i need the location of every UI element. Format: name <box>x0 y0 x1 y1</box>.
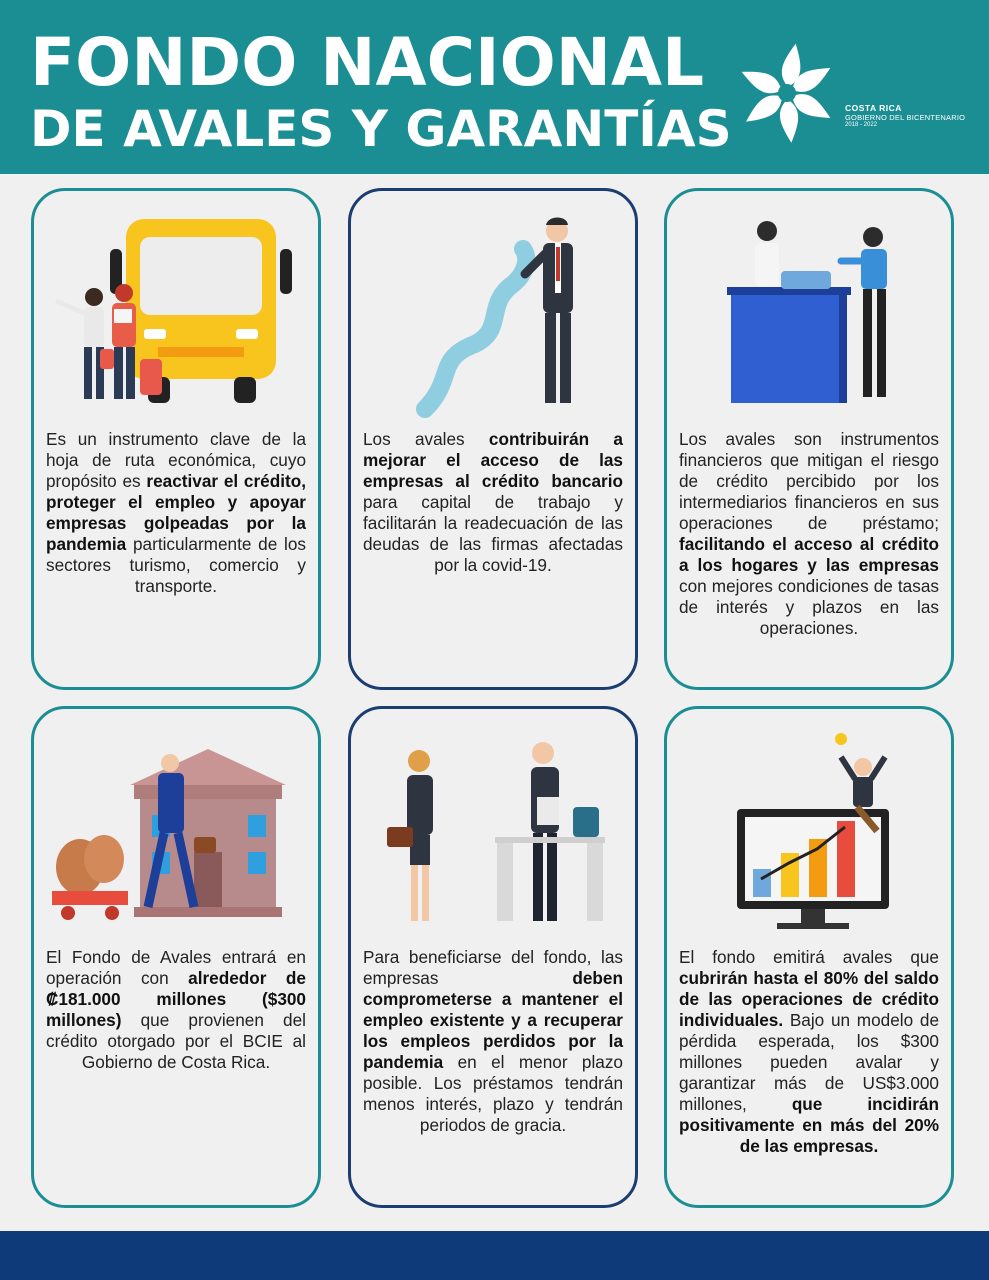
text-segment: Para beneficiarse del fondo, las empresas <box>363 947 623 988</box>
bank-money-bags-illustration <box>48 727 304 942</box>
card-text <box>363 947 623 1136</box>
info-card-4 <box>31 706 321 1208</box>
card-text <box>363 429 623 576</box>
text-segment-bold: que incidirán positivamente en más del 20% de las empresas. <box>679 1094 939 1156</box>
info-card-2 <box>348 188 638 690</box>
bank-counter-illustration <box>681 209 937 424</box>
text-segment: El fondo emitirá avales que <box>679 947 939 967</box>
info-card-1 <box>31 188 321 690</box>
text-segment-bold: facilitando el acceso al crédito a los hogares y las empresas <box>679 534 939 575</box>
text-segment: Bajo un modelo de pérdida esperada, los $300 millones pueden avalar y garantizar más de US$3.000 millones, <box>679 1010 939 1114</box>
text-segment: El Fondo de Avales entrará en operación con <box>46 947 306 988</box>
title-line-2: DE AVALES Y GARANTÍAS <box>30 100 732 158</box>
text-segment-bold: contribuirán a mejorar el acceso de las empresas al crédito bancario <box>363 429 623 491</box>
masked-workers-illustration <box>365 727 621 942</box>
text-segment-bold: alrededor de ₡181.000 millones ($300 millones) <box>46 968 306 1030</box>
star-flower-logo-icon <box>732 38 842 148</box>
info-card-5 <box>348 706 638 1208</box>
footer-bar <box>0 1231 989 1280</box>
header-banner <box>0 0 989 174</box>
card-text <box>46 429 306 597</box>
page-title <box>30 24 732 158</box>
info-card-3 <box>664 188 954 690</box>
businessman-receipt-illustration <box>365 209 621 424</box>
growth-chart-illustration <box>681 727 937 942</box>
card-text <box>679 429 939 639</box>
card-text <box>679 947 939 1157</box>
logo-line-3: 2018 - 2022 <box>845 122 878 129</box>
text-segment: para capital de trabajo y facilitarán la readecuación de las deudas de las firmas afectadas por la covid-19. <box>363 492 623 575</box>
text-segment: que provienen del crédito otorgado por el BCIE al Gobierno de Costa Rica. <box>46 1010 306 1072</box>
text-segment: particularmente de los sectores turismo, comercio y transporte. <box>46 534 306 596</box>
text-segment: en el menor plazo posible. Los préstamos tendrán menos interés, plazo y tendrán periodos de gracia. <box>363 1052 623 1135</box>
text-segment-bold: reactivar el crédito, proteger el empleo y apoyar empresas golpeadas por la pandemia <box>46 471 306 554</box>
title-line-1: FONDO NACIONAL <box>30 24 705 101</box>
text-segment: Los avales son instrumentos financieros que mitigan el riesgo de crédito percibido por los intermediarios financieros en sus operaciones de préstamo; <box>679 429 939 533</box>
logo-text <box>845 104 965 129</box>
info-card-6 <box>664 706 954 1208</box>
bus-travelers-illustration <box>48 209 304 424</box>
logo-line-1: COSTA RICA <box>845 103 902 113</box>
text-segment-bold: deben comprometerse a mantener el empleo existente y a recuperar los empleos perdidos por la pandemia <box>363 968 623 1072</box>
logo-line-2: GOBIERNO DEL BICENTENARIO <box>845 112 966 122</box>
text-segment-bold: cubrirán hasta el 80% del saldo de las operaciones de crédito individuales. <box>679 968 939 1030</box>
text-segment: con mejores condiciones de tasas de interés y plazos en las operaciones. <box>679 576 939 638</box>
text-segment: Los avales <box>363 429 489 449</box>
text-segment: Es un instrumento clave de la hoja de ruta económica, cuyo propósito es <box>46 429 306 491</box>
card-text <box>46 947 306 1073</box>
